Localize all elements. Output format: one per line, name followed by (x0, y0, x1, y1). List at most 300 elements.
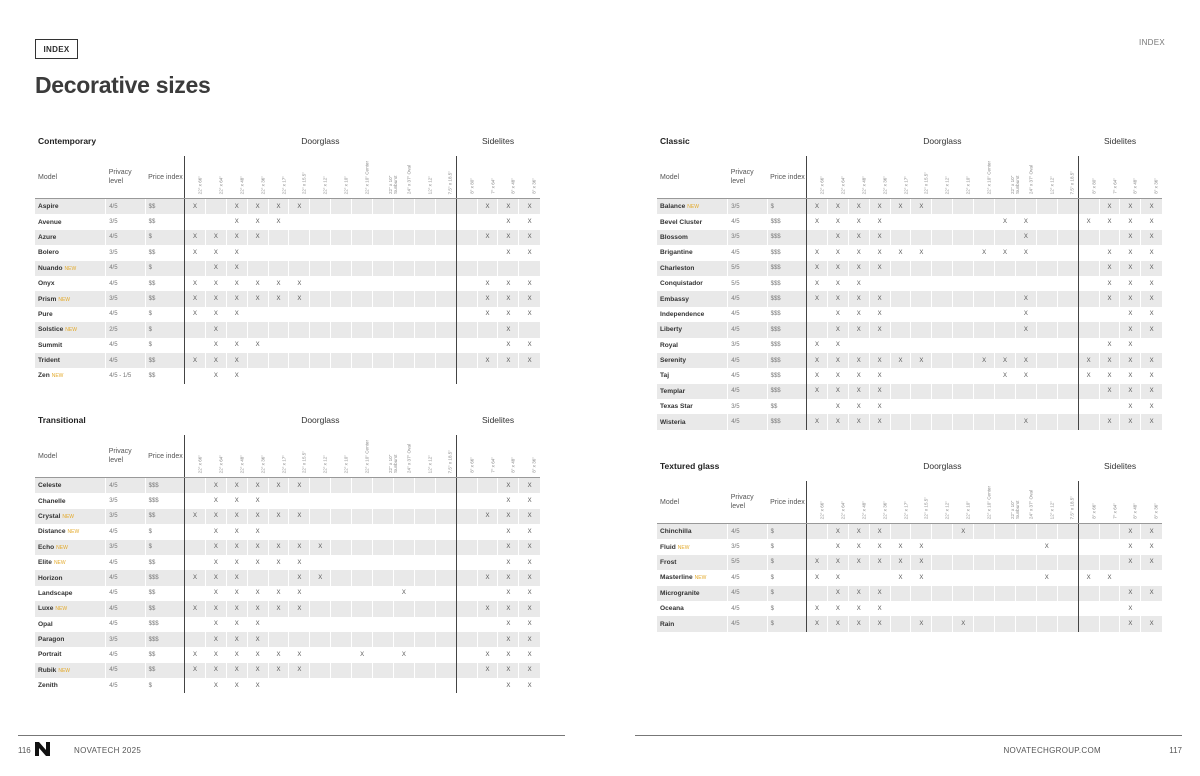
availability-cell (414, 678, 435, 693)
availability-cell: X (247, 663, 268, 678)
privacy-cell: 4/5 (106, 478, 145, 494)
availability-cell (911, 586, 932, 601)
availability-cell: X (1141, 199, 1162, 215)
doorglass-size-header (310, 435, 331, 478)
model-name: Chinchilla (660, 528, 692, 536)
availability-cell (373, 678, 394, 693)
size-label: 8" x 66" (469, 457, 475, 473)
size-label: 22" x 48" (239, 454, 245, 473)
availability-cell (456, 199, 477, 215)
size-label: 22" x 12" (322, 454, 328, 473)
availability-cell (995, 570, 1016, 585)
privacy-cell: 4/5 (728, 368, 767, 383)
availability-cell: X (827, 230, 848, 245)
availability-cell (331, 230, 352, 245)
availability-cell (310, 307, 331, 322)
availability-cell: X (1141, 307, 1162, 322)
price-cell: $$ (145, 555, 184, 570)
availability-cell: X (289, 199, 310, 215)
model-name: Charleston (660, 264, 695, 272)
size-label: 22" x 66" (819, 175, 825, 194)
availability-cell (185, 478, 206, 494)
price-cell: $$$ (767, 261, 806, 276)
availability-cell: X (477, 601, 498, 616)
availability-cell (807, 586, 828, 601)
availability-cell (953, 214, 974, 229)
availability-cell: X (890, 353, 911, 368)
availability-cell (953, 539, 974, 554)
model-name: Conquistador (660, 280, 703, 288)
model-name: Brigantine (660, 249, 693, 257)
table-row (35, 245, 540, 260)
availability-cell (352, 555, 373, 570)
availability-cell (331, 663, 352, 678)
availability-cell (1036, 230, 1057, 245)
availability-cell (1015, 524, 1036, 540)
availability-cell: X (869, 307, 890, 322)
model-cell (657, 353, 728, 368)
model-name: Serenity (660, 357, 687, 365)
sidelite-size-header (519, 435, 540, 478)
availability-cell: X (848, 414, 869, 429)
table-row (657, 399, 1162, 414)
availability-cell (331, 586, 352, 601)
model-name: Zen (38, 372, 50, 380)
availability-cell: X (1099, 291, 1120, 306)
availability-cell (932, 261, 953, 276)
availability-cell: X (995, 353, 1016, 368)
availability-cell: X (848, 261, 869, 276)
availability-cell (1057, 368, 1078, 383)
model-cell (35, 647, 106, 662)
availability-cell (331, 524, 352, 539)
availability-cell (289, 368, 310, 383)
model-name: Portrait (38, 651, 62, 659)
new-badge: NEW (64, 265, 77, 272)
availability-cell (331, 261, 352, 276)
availability-cell (1141, 601, 1162, 616)
doorglass-size-header (890, 481, 911, 524)
availability-cell: X (890, 570, 911, 585)
availability-cell (890, 322, 911, 337)
privacy-cell: 4/5 (728, 353, 767, 368)
availability-cell (890, 214, 911, 229)
availability-cell: X (498, 647, 519, 662)
availability-cell (477, 493, 498, 508)
model-name: Avenue (38, 218, 62, 226)
availability-cell: X (827, 276, 848, 291)
table-row (35, 632, 540, 647)
availability-cell: X (1141, 384, 1162, 399)
availability-cell (247, 322, 268, 337)
availability-cell (393, 632, 414, 647)
availability-cell: X (807, 570, 828, 585)
availability-cell (1036, 291, 1057, 306)
availability-cell: X (205, 632, 226, 647)
availability-cell (268, 368, 289, 383)
availability-cell: X (226, 647, 247, 662)
availability-cell (911, 399, 932, 414)
availability-cell: X (1099, 261, 1120, 276)
availability-cell: X (848, 353, 869, 368)
availability-cell: X (1015, 291, 1036, 306)
availability-cell (911, 322, 932, 337)
availability-cell (953, 322, 974, 337)
table-row (35, 509, 540, 524)
table-row (657, 214, 1162, 229)
availability-cell (456, 368, 477, 383)
size-label: 22" x 66" (197, 454, 203, 473)
price-cell: $ (145, 322, 184, 337)
size-label: 22" x 17" (281, 454, 286, 473)
availability-cell: X (827, 214, 848, 229)
availability-cell (1036, 616, 1057, 631)
availability-cell (185, 261, 206, 276)
model-cell (35, 493, 106, 508)
availability-cell: X (807, 555, 828, 570)
new-badge: NEW (56, 544, 68, 551)
availability-cell: X (807, 353, 828, 368)
new-badge: NEW (687, 204, 699, 211)
availability-cell (331, 307, 352, 322)
sidelites-header: Sidelites (482, 136, 515, 146)
availability-cell: X (185, 230, 206, 245)
availability-cell (1036, 384, 1057, 399)
model-cell (657, 601, 728, 616)
availability-cell (953, 276, 974, 291)
availability-cell: X (226, 276, 247, 291)
price-column-header: Price index (145, 156, 184, 199)
model-cell (657, 214, 728, 229)
availability-cell (393, 570, 414, 585)
availability-cell: X (268, 478, 289, 494)
privacy-cell: 4/5 (728, 322, 767, 337)
privacy-cell: 3/5 (106, 540, 145, 555)
availability-cell (1057, 586, 1078, 601)
doorglass-size-header (185, 156, 206, 199)
availability-cell: X (247, 524, 268, 539)
availability-cell: X (827, 245, 848, 260)
table-row (35, 647, 540, 662)
availability-cell: X (247, 493, 268, 508)
table-row (35, 586, 540, 601)
privacy-cell: 4/5 (106, 307, 145, 322)
availability-cell: X (226, 601, 247, 616)
doorglass-size-header (331, 435, 352, 478)
availability-cell (1015, 586, 1036, 601)
availability-cell: X (498, 601, 519, 616)
model-name: Oceana (660, 605, 684, 613)
size-label: 22" x 10" Sunburst (387, 454, 398, 473)
availability-cell: X (519, 632, 540, 647)
privacy-cell: 4/5 (106, 617, 145, 632)
availability-cell (373, 307, 394, 322)
privacy-cell: 4/5 (106, 678, 145, 693)
availability-cell (268, 570, 289, 585)
price-cell: $ (145, 678, 184, 693)
availability-cell: X (519, 214, 540, 229)
availability-cell (414, 307, 435, 322)
table-row (35, 478, 540, 494)
availability-cell (932, 214, 953, 229)
availability-cell (1015, 384, 1036, 399)
availability-cell (932, 570, 953, 585)
availability-cell: X (498, 632, 519, 647)
availability-cell (289, 353, 310, 368)
availability-cell (456, 601, 477, 616)
availability-cell (890, 338, 911, 353)
size-label: 12" x 12" (427, 175, 433, 194)
availability-cell (869, 338, 890, 353)
model-cell (35, 570, 106, 585)
privacy-cell: 4/5 (728, 524, 767, 540)
availability-cell: X (268, 291, 289, 306)
size-label: 22" x 48" (861, 175, 867, 194)
availability-cell (435, 647, 456, 662)
availability-cell (1057, 245, 1078, 260)
availability-cell (1015, 555, 1036, 570)
availability-cell (414, 276, 435, 291)
availability-cell: X (226, 338, 247, 353)
availability-cell (456, 647, 477, 662)
model-name: Microgranite (660, 589, 700, 597)
size-label: 22" x 48" (239, 175, 245, 194)
availability-cell (995, 230, 1016, 245)
availability-cell (373, 478, 394, 494)
size-label: 22" x 10" Sunburst (1009, 175, 1020, 194)
size-label: 22" x 17" (903, 500, 909, 519)
availability-cell (932, 539, 953, 554)
sidelite-size-header (1099, 481, 1120, 524)
size-label: 22" x 10" Sunburst (1009, 500, 1020, 519)
availability-cell (932, 616, 953, 631)
availability-cell: X (807, 261, 828, 276)
availability-cell: X (1141, 230, 1162, 245)
availability-cell (890, 616, 911, 631)
availability-cell (352, 509, 373, 524)
availability-cell (974, 230, 995, 245)
availability-cell (310, 678, 331, 693)
model-name: Landscape (38, 589, 73, 597)
availability-cell (352, 601, 373, 616)
sidelites-header: Sidelites (482, 415, 515, 425)
price-cell: $$ (145, 368, 184, 383)
table-row (657, 230, 1162, 245)
availability-cell (953, 199, 974, 215)
index-label: INDEX (35, 39, 78, 59)
availability-cell (890, 276, 911, 291)
availability-cell (373, 276, 394, 291)
model-name: Independence (660, 310, 705, 318)
doorglass-size-header (869, 156, 890, 199)
availability-cell (205, 199, 226, 215)
availability-cell (456, 214, 477, 229)
availability-cell: X (1120, 601, 1141, 616)
availability-cell: X (289, 601, 310, 616)
doorglass-size-header (352, 435, 373, 478)
availability-cell: X (869, 214, 890, 229)
availability-cell: X (1120, 524, 1141, 540)
price-cell: $$$ (145, 617, 184, 632)
availability-cell: X (1120, 539, 1141, 554)
availability-cell (477, 524, 498, 539)
availability-cell (477, 214, 498, 229)
availability-cell (393, 353, 414, 368)
availability-cell: X (226, 230, 247, 245)
availability-cell (393, 493, 414, 508)
availability-cell (352, 214, 373, 229)
availability-cell: X (1120, 307, 1141, 322)
sidelite-size-header (1099, 156, 1120, 199)
availability-cell (911, 291, 932, 306)
model-cell (657, 276, 728, 291)
model-cell (657, 616, 728, 631)
availability-cell: X (519, 353, 540, 368)
size-label: 22" x 10" (965, 500, 971, 519)
availability-cell (1078, 291, 1099, 306)
price-cell: $ (145, 540, 184, 555)
availability-cell (185, 678, 206, 693)
availability-cell: X (869, 368, 890, 383)
availability-cell: X (848, 230, 869, 245)
model-cell (35, 478, 106, 494)
availability-cell (995, 555, 1016, 570)
size-label: 8" x 36" (531, 178, 537, 194)
availability-cell (807, 524, 828, 540)
model-name: Summit (38, 341, 63, 349)
availability-cell (268, 261, 289, 276)
availability-cell: X (827, 261, 848, 276)
availability-cell: X (519, 291, 540, 306)
availability-cell (373, 555, 394, 570)
size-label: 22" x 64" (218, 175, 224, 194)
availability-cell: X (205, 570, 226, 585)
availability-cell (1015, 199, 1036, 215)
price-cell: $$$ (767, 384, 806, 399)
model-name: Frost (660, 558, 677, 566)
table-row (657, 616, 1162, 631)
availability-cell (393, 509, 414, 524)
availability-cell (456, 663, 477, 678)
availability-cell: X (807, 199, 828, 215)
availability-cell (932, 338, 953, 353)
availability-cell: X (268, 276, 289, 291)
model-name: Royal (660, 341, 678, 349)
availability-cell (289, 214, 310, 229)
availability-cell (331, 601, 352, 616)
availability-cell: X (289, 555, 310, 570)
sidelite-size-header (519, 156, 540, 199)
availability-cell (1015, 338, 1036, 353)
availability-cell (247, 353, 268, 368)
doorglass-size-header (932, 156, 953, 199)
model-name: Opal (38, 620, 53, 628)
table-row (657, 601, 1162, 616)
doorglass-size-header (995, 156, 1020, 199)
availability-cell (953, 338, 974, 353)
availability-cell (373, 230, 394, 245)
availability-cell: X (911, 555, 932, 570)
doorglass-size-header (331, 156, 352, 199)
availability-cell: X (827, 199, 848, 215)
availability-cell: X (185, 570, 206, 585)
availability-cell: X (498, 478, 519, 494)
availability-cell (310, 230, 331, 245)
availability-cell (289, 678, 310, 693)
availability-cell (1099, 601, 1120, 616)
availability-cell (1057, 601, 1078, 616)
availability-cell (1057, 539, 1078, 554)
model-column-header: Model (657, 156, 728, 199)
model-name: Luxe (38, 605, 54, 613)
availability-cell: X (1141, 555, 1162, 570)
availability-cell (331, 338, 352, 353)
availability-cell (974, 601, 995, 616)
availability-cell: X (1120, 276, 1141, 291)
privacy-cell: 5/5 (728, 276, 767, 291)
availability-cell (247, 261, 268, 276)
availability-cell: X (953, 616, 974, 631)
availability-cell: X (1078, 570, 1099, 585)
size-label: 12" x 12" (1049, 175, 1055, 194)
availability-cell (373, 493, 394, 508)
availability-cell (352, 245, 373, 260)
availability-cell (373, 199, 394, 215)
model-column-header: Model (35, 156, 106, 199)
availability-cell: X (477, 570, 498, 585)
doorglass-size-header (1057, 481, 1078, 524)
availability-cell: X (498, 678, 519, 693)
privacy-cell: 4/5 (728, 214, 767, 229)
doorglass-size-header (848, 156, 869, 199)
model-column-header: Model (657, 481, 728, 524)
availability-cell: X (1141, 322, 1162, 337)
availability-cell (310, 199, 331, 215)
availability-cell (932, 276, 953, 291)
availability-cell (268, 245, 289, 260)
availability-cell (1057, 338, 1078, 353)
size-label: 24" x 37" Oval (406, 164, 412, 194)
availability-cell: X (1141, 399, 1162, 414)
availability-cell (995, 199, 1016, 215)
availability-cell (373, 368, 394, 383)
privacy-cell: 4/5 (106, 647, 145, 662)
availability-cell: X (1141, 261, 1162, 276)
privacy-cell: 3/5 (106, 245, 145, 260)
availability-cell (890, 307, 911, 322)
availability-cell (890, 586, 911, 601)
sidelite-size-header (1078, 481, 1099, 524)
availability-cell: X (185, 276, 206, 291)
availability-cell: X (519, 663, 540, 678)
availability-cell (869, 570, 890, 585)
availability-cell: X (1120, 338, 1141, 353)
availability-cell (1057, 555, 1078, 570)
availability-cell: X (289, 540, 310, 555)
availability-cell: X (1141, 291, 1162, 306)
availability-cell (414, 663, 435, 678)
model-name: Embassy (660, 295, 689, 303)
index-label-right: INDEX (1139, 38, 1165, 47)
availability-cell (456, 245, 477, 260)
availability-cell (456, 509, 477, 524)
availability-cell: X (268, 663, 289, 678)
availability-cell: X (268, 647, 289, 662)
availability-cell (393, 555, 414, 570)
availability-cell (331, 199, 352, 215)
doorglass-size-header (373, 156, 398, 199)
availability-cell: X (519, 199, 540, 215)
